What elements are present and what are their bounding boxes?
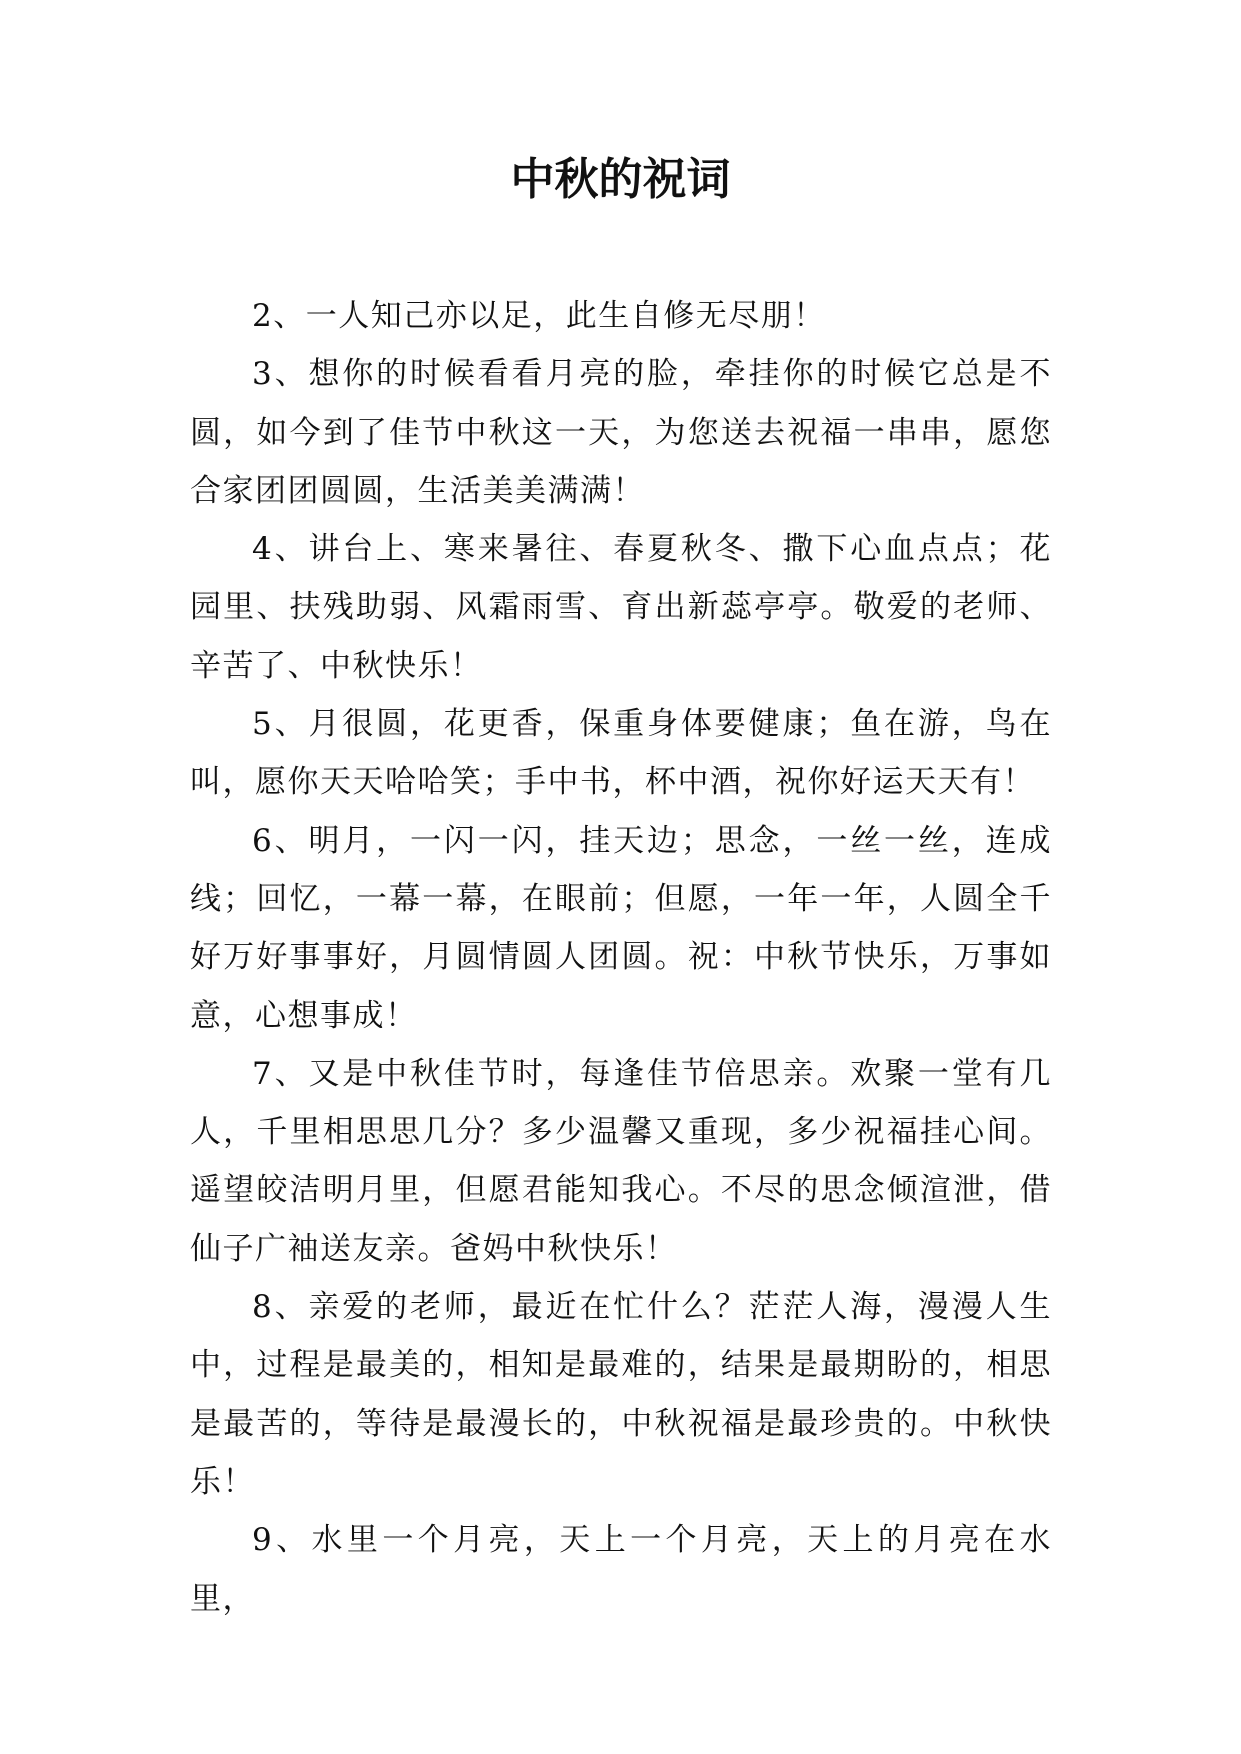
document-title: 中秋的祝词 xyxy=(510,154,731,205)
paragraph-3: 3、想你的时候看看月亮的脸，牵挂你的时候它总是不圆，如今到了佳节中秋这一天，为您送去祝福一串串，愿您合家团团圆圆，生活美美满满！ xyxy=(190,356,1052,509)
paragraph-7: 7、又是中秋佳节时，每逢佳节倍思亲。欢聚一堂有几人，千里相思思几分？多少温馨又重现，多少祝福挂心间。遥望皎洁明月里，但愿君能知我心。不尽的思念倾渲泄，借仙子广袖送友亲。爸妈中秋快乐！ xyxy=(190,1055,1052,1267)
paragraph-5: 5、月很圆，花更香，保重身体要健康；鱼在游，鸟在叫，愿你天天哈哈笑；手中书，杯中酒，祝你好运天天有！ xyxy=(190,706,1052,801)
paragraph-4: 4、讲台上、寒来暑往、春夏秋冬、撒下心血点点；花园里、扶残助弱、风霜雨雪、育出新蕊亭亭。敬爱的老师、辛苦了、中秋快乐！ xyxy=(190,531,1052,684)
paragraph-2: 2、一人知己亦以足，此生自修无尽朋！ xyxy=(252,298,826,334)
paragraph-9: 9、水里一个月亮，天上一个月亮，天上的月亮在水里， xyxy=(190,1522,1052,1617)
paragraph-8: 8、亲爱的老师，最近在忙什么？茫茫人海，漫漫人生中，过程是最美的，相知是最难的，结果是最期盼的，相思是最苦的，等待是最漫长的，中秋祝福是最珍贵的。中秋快乐！ xyxy=(190,1289,1052,1500)
document-body xyxy=(190,287,1052,1628)
paragraph-6: 6、明月，一闪一闪，挂天边；思念，一丝一丝，连成线；回忆，一幕一幕，在眼前；但愿，一年一年，人圆全千好万好事事好，月圆情圆人团圆。祝：中秋节快乐，万事如意，心想事成！ xyxy=(190,822,1052,1034)
